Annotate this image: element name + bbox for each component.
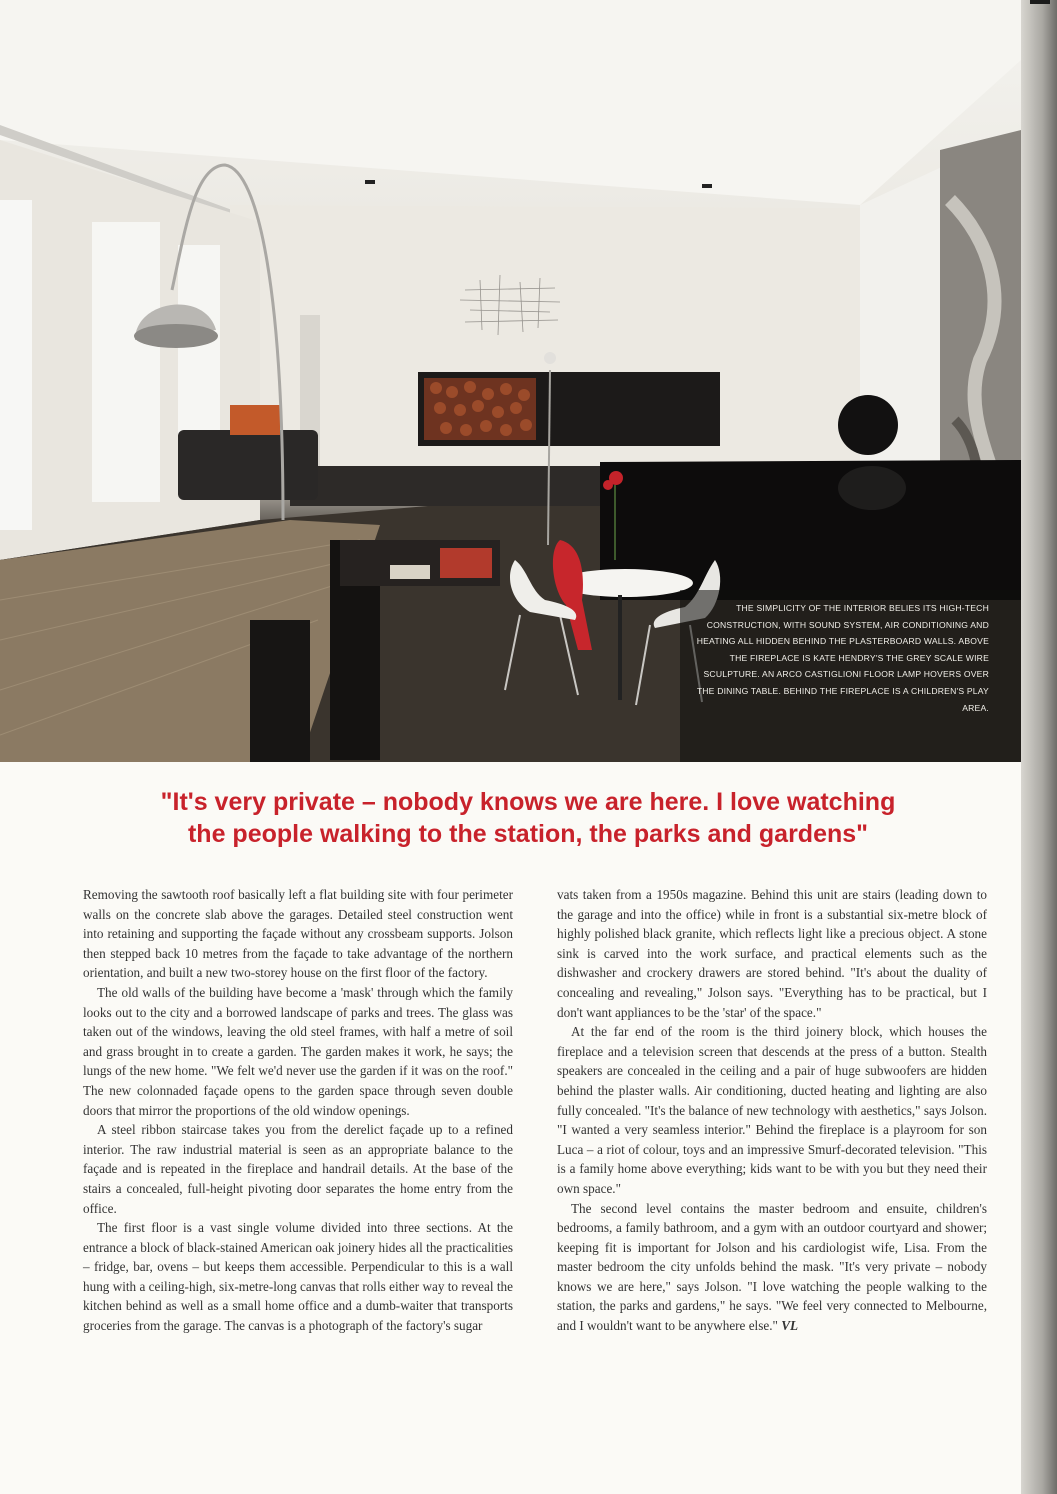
photo-caption: THE SIMPLICITY OF THE INTERIOR BELIES ITS HIGH-TECH CONSTRUCTION, WITH SOUND SYSTEM, AIR CONDITIONING AND HEATING ALL HIDDEN BEHIND THE PLASTERBOARD WALLS. ABOVE THE FIREPLACE IS KATE HENDRY'S THE GREY SCALE WIRE SCULPTURE. AN ARCO CASTIGLIONI FLOOR LAMP HOVERS OVER THE DINING TABLE. BEHIND THE FIREPLACE IS A CHILDREN'S PLAY AREA. xyxy=(696,603,989,713)
paragraph: vats taken from a 1950s magazine. Behind this unit are stairs (leading down to the garage and into the office) while in front is a substantial six-metre block of highly polished black granite, which reflects light like a precious object. A stone sink is carved into the work surface, and practical elements such as the dishwasher and crockery drawers are stored behind. "It's about the duality of concealing and revealing," Jolson says. "Everything has to be practical, but I don't want appliances to be the 'star' of the space." xyxy=(557,887,987,1020)
interior-photo xyxy=(0,0,1021,762)
pull-quote-line-1: "It's very private – nobody knows we are here. I love watching xyxy=(160,788,896,816)
pull-quote xyxy=(48,786,1008,850)
author-signature: VL xyxy=(781,1318,799,1334)
paragraph: At the far end of the room is the third joinery block, which houses the fireplace and a television screen that descends at the press of a button. Stealth speakers are concealed in the ceiling and a pair of huge subwoofers are hidden behind the plaster walls. Air conditioning, ducted heating and lighting are also fully concealed. "It's the balance of new technology with aesthetics," says Jolson. "I wanted a very seamless interior." Behind the fireplace is a playroom for son Luca – a riot of colour, toys and an impressive Smurf-decorated television. "This is a family home above everything; kids want to be with you but they need their own space." xyxy=(557,1024,987,1196)
article-column-left xyxy=(83,885,513,1336)
paragraph: A steel ribbon staircase takes you from the derelict façade up to a refined interior. The raw industrial material is seen as an appropriate balance to the façade and is repeated in the fireplace and handrail details. At the base of the stairs a concealed, full-height pivoting door separates the home entry from the office. xyxy=(83,1122,513,1216)
paragraph: Removing the sawtooth roof basically left a flat building site with four perimeter walls on the concrete slab above the garages. Detailed steel construction went into retaining and supporting the façade without any crossbeam supports. Jolson then stepped back 10 metres from the façade to take advantage of the northern orientation, and built a new two-storey house on the first floor of the factory. xyxy=(83,887,513,981)
page-gutter-shadow xyxy=(1021,0,1057,1494)
page-corner-mark xyxy=(1030,0,1050,4)
paragraph xyxy=(557,1199,987,1336)
pull-quote-line-2: the people walking to the station, the parks and gardens" xyxy=(187,820,869,848)
paragraph: The old walls of the building have become a 'mask' through which the family looks out to the city and a borrowed landscape of parks and trees. The glass was taken out of the windows, leaving the old steel frames, with half a metre of soil and grass brought in to create a garden. The garden makes it work, he says; the lungs of the new home. "We felt we'd never use the garden if it was on the roof." The new colonnaded façade opens to the garden space through seven double doors that mirror the proportions of the old window openings. xyxy=(83,984,513,1118)
article-column-right xyxy=(557,885,987,1336)
paragraph: The first floor is a vast single volume divided into three sections. At the entrance a block of black-stained American oak joinery hides all the practicalities – fridge, bar, ovens – but keeps them accessible. Perpendicular to this is a wall hung with a ceiling-high, six-metre-long canvas that rolls either way to reveal the kitchen behind as well as a small home office and a dumb-waiter that transports groceries from the garage. The canvas is a photograph of the factory's sugar xyxy=(83,1220,513,1334)
paragraph-text: The second level contains the master bedroom and ensuite, children's bedrooms, a family bathroom, and a gym with an outdoor courtyard and shower; keeping fit is important for Jolson and his cardiologist wife, Lisa. From the master bedroom the city unfolds behind the mask. "It's very private – nobody knows we are here," says Jolson. "I love watching the people walking to the station, the parks and gardens," he says. "We feel very connected to Melbourne, and I wouldn't want to be anywhere else." xyxy=(557,1200,987,1334)
